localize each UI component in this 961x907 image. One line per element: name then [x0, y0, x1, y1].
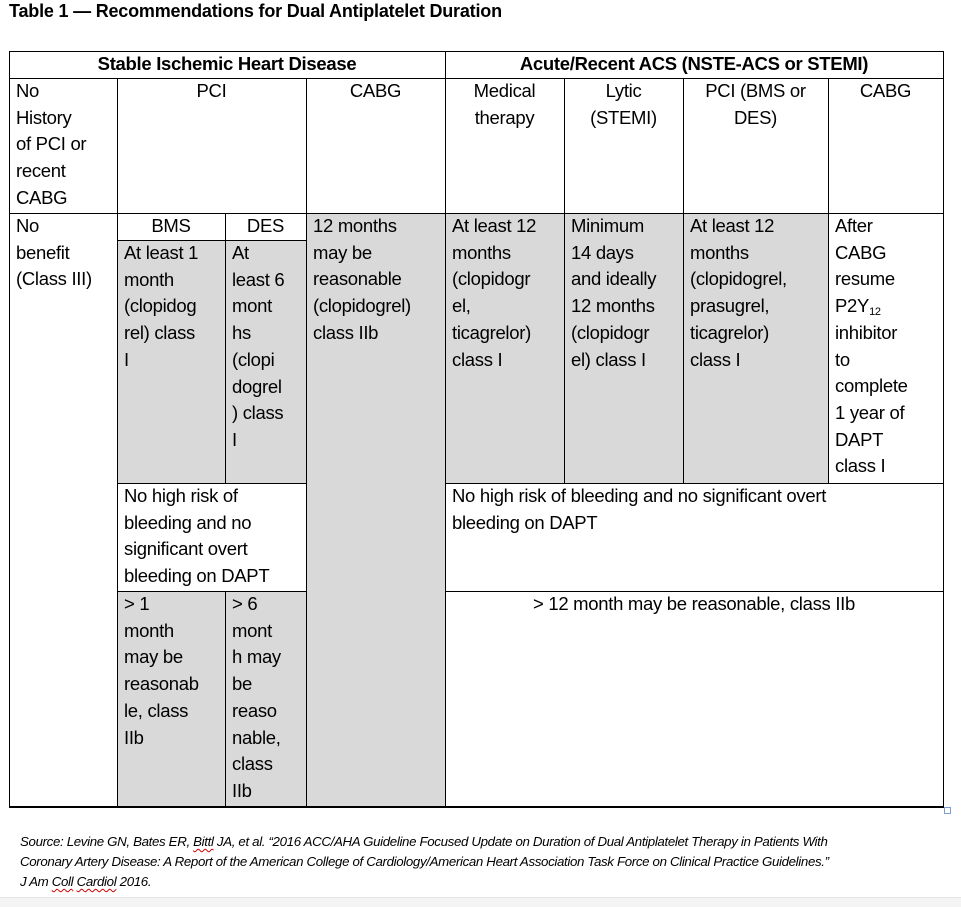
row-divider	[117, 240, 306, 241]
source-line-2: Coronary Artery Disease: A Report of the American College of Cardiology/American Heart Association Task Force on Clinical Practice Guidelines.”	[20, 854, 829, 869]
cell-bms-extended: > 1 month may be reasonab le, class IIb	[124, 593, 199, 748]
col-divider	[225, 591, 226, 808]
col-divider	[117, 78, 118, 808]
subheader-acs-pci: PCI (BMS or DES)	[705, 80, 806, 128]
col-divider	[828, 78, 829, 483]
source-text: Source: Levine GN, Bates ER,	[20, 834, 194, 849]
source-line-1	[20, 832, 829, 852]
source-line-3	[20, 872, 829, 892]
row-divider	[9, 78, 944, 79]
col-divider	[564, 78, 565, 483]
table-border-top	[9, 51, 944, 52]
row-divider	[9, 213, 944, 214]
stent-type-des: DES	[246, 215, 285, 236]
row-divider	[117, 591, 306, 592]
row-divider	[117, 483, 306, 484]
table-title: Table 1 — Recommendations for Dual Antiplatelet Duration	[9, 1, 502, 21]
spellcheck-flagged-word[interactable]: Cardiol	[76, 874, 117, 889]
acs-cabg-text-b: inhibitor to complete 1 year of DAPT class I	[835, 321, 908, 477]
cell-acs-extended: > 12 month may be reasonable, class IIb	[532, 593, 855, 614]
cell-acs-condition: No high risk of bleeding and no significant overt bleeding on DAPT	[452, 485, 827, 533]
subheader-medical-therapy: Medical therapy	[473, 80, 536, 128]
subheader-lytic: Lytic (STEMI)	[590, 80, 657, 128]
cell-acs-pci-recommendation: At least 12 months (clopidogrel, prasugrel, ticagrelor) class I	[690, 215, 787, 370]
subheader-no-history: No History of PCI or recent CABG	[16, 80, 87, 208]
cell-bms-recommendation: At least 1 month (clopidog rel) class I	[124, 242, 199, 370]
source-citation	[20, 832, 829, 892]
col-divider	[225, 213, 226, 483]
col-divider	[306, 78, 307, 808]
col-divider	[683, 78, 684, 483]
group-header-acs: Acute/Recent ACS (NSTE-ACS or STEMI)	[519, 53, 869, 74]
source-text: 2016.	[116, 874, 152, 889]
cell-no-benefit: No benefit (Class III)	[16, 215, 92, 290]
group-header-sihd: Stable Ischemic Heart Disease	[97, 53, 357, 74]
cell-medical-recommendation: At least 12 months (clopidogr el, ticagrelor) class I	[452, 215, 537, 370]
table-resize-handle[interactable]	[944, 807, 951, 814]
row-divider	[445, 483, 944, 484]
source-text: J Am	[20, 874, 52, 889]
stent-type-bms: BMS	[151, 215, 191, 236]
table-border-left	[9, 51, 10, 808]
source-text: JA, et al. “2016 ACC/AHA Guideline Focused Update on Duration of Dual Antiplatelet Therapy in Patients With	[213, 834, 828, 849]
row-divider	[445, 591, 944, 592]
acs-cabg-text-a: After CABG resume P2Y	[835, 215, 895, 317]
cell-lytic-recommendation: Minimum 14 days and ideally 12 months (clopidogr el) class I	[571, 215, 657, 370]
cell-des-extended: > 6 mont h may be reaso nable, class IIb	[232, 593, 281, 801]
cell-sihd-cabg-recommendation: 12 months may be reasonable (clopidogrel) class IIb	[313, 215, 411, 343]
acs-cabg-subscript: 12	[869, 306, 881, 319]
table-border-bottom	[9, 806, 944, 808]
subheader-sihd-cabg: CABG	[349, 80, 402, 101]
col-divider	[445, 51, 446, 808]
subheader-sihd-pci: PCI	[196, 80, 227, 101]
cell-sihd-condition: No high risk of bleeding and no significant overt bleeding on DAPT	[124, 485, 270, 587]
subheader-acs-cabg: CABG	[859, 80, 912, 101]
spellcheck-flagged-word[interactable]: Bittl	[193, 834, 214, 849]
spellcheck-flagged-word[interactable]: Coll	[51, 874, 74, 889]
cell-acs-cabg-recommendation	[828, 213, 943, 483]
table-border-right	[943, 51, 944, 808]
cell-des-recommendation: At least 6 mont hs (clopi dogrel ) class I	[232, 242, 285, 450]
